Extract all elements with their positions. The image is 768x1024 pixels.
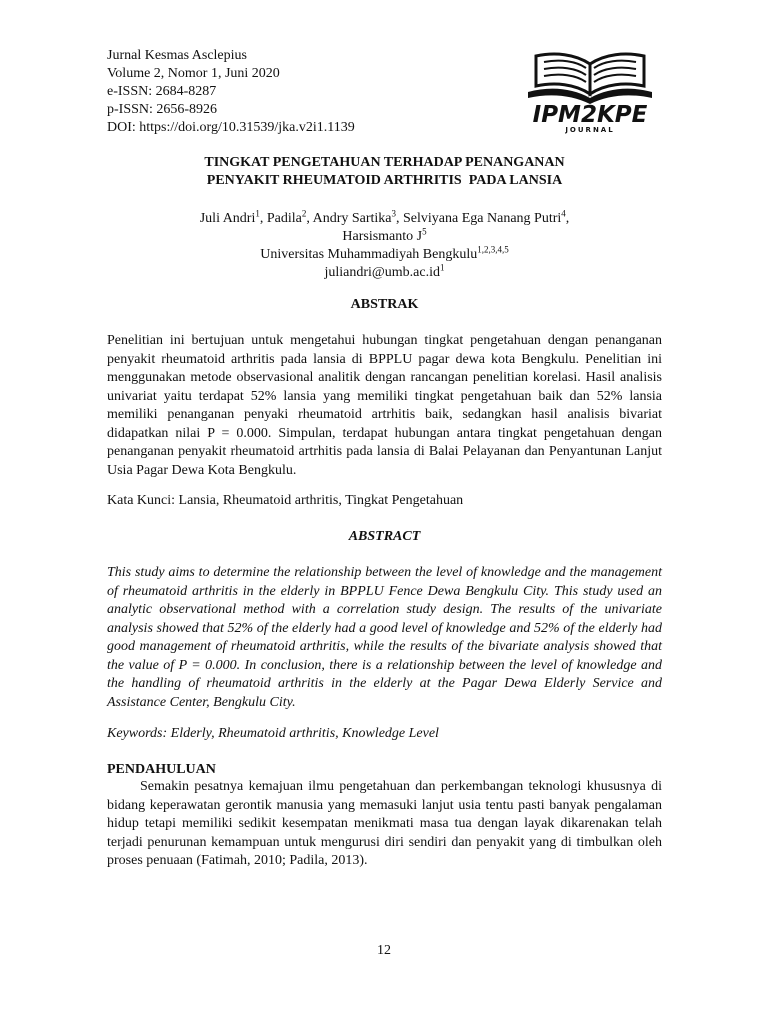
affiliation: Universitas Muhammadiyah Bengkulu$^{1,2,3,4,5}$ xyxy=(260,244,509,262)
author-block xyxy=(107,210,662,282)
abstrak-heading: ABSTRAK xyxy=(350,297,419,312)
paper-title xyxy=(107,154,662,190)
title-line-1: TINGKAT PENGETAHUAN TERHADAP PENANGANAN xyxy=(204,155,565,170)
open-book-icon xyxy=(520,48,660,134)
journal-name: Jurnal Kesmas Asclepius xyxy=(107,48,247,63)
abstrak-text: Penelitian ini bertujuan untuk mengetahui hubungan tingkat pengetahuan dengan penanganan penyakit rheumatoid arthritis pada lansia di BPPLU pagar dewa kota Bengkulu. Penelitian ini menggunakan metode observasional analitik dengan rancangan penelitian korelasi. Hasil analisis univariat yaitu terdapat 52% lansia yang memiliki tingkat pengetahuan baik dan 52% lansia memiliki penanganan penyaki rheumatoid artrhitis baik, sedangkan hasil analisis bivariat didapatkan nilai P = 0.000. Simpulan, terdapat hubungan antara tingkat pengetahuan dengan penanganan penyakit rheumatoid artrhitis pada lansia di Balai Pelayanan dan Penyantunan Lanjut Usia Pagar Dewa Kota Bengkulu. xyxy=(107,333,662,478)
logo-subtext: JOURNAL xyxy=(565,126,615,134)
abstract-text: This study aims to determine the relationship between the level of knowledge and the management of rheumatoid arthritis in the elderly in BPPLU Fence Dewa Bengkulu City. This study used an analytic observational method with a correlation study design. The results of the univariate analysis showed that 52% of the elderly had a good level of knowledge and 52% of the elderly had good management of rheumatoid arthritis, while the results of the bivariate analysis showed that the value of P = 0.000. In conclusion, there is a relationship between the level of knowledge and the handling of rheumatoid arthritis in the elderly at the Pagar Dewa Elderly Service and Assistance Center, Bengkulu City. xyxy=(107,565,662,710)
journal-pissn: p-ISSN: 2656-8926 xyxy=(107,102,218,117)
logo-text: IPM2KPE xyxy=(532,102,648,128)
abstract-heading: ABSTRACT xyxy=(348,529,421,544)
author-list: Juli Andri$^1$, Padila$^2$, Andry Sartika$^3$, Selviyana Ega Nanang Putri$^4$, xyxy=(199,208,570,226)
intro-paragraph: Semakin pesatnya kemajuan ilmu pengetahuan dan perkembangan teknologi khususnya di bidang keperawatan gerontik manusia yang memasuki lanjut usia tentu pasti banyak pengalaman hidup tetapi memiliki sedikit kesempatan menikmati masa tua dengan layak dikarenakan telah terjadi penurunan kemampuan untuk mengurusi diri sendiri dan penyakit yang di timbulkan oleh proses penuaan (Fatimah, 2010; Padila, 2013). xyxy=(107,779,662,868)
corresponding-email: $juliandri@umb.ac.id^1$ xyxy=(324,262,445,280)
section-heading-pendahuluan: PENDAHULUAN xyxy=(107,762,216,777)
journal-eissn: e-ISSN: 2684-8287 xyxy=(107,84,217,99)
author-list-line-2: Harsismanto $J^5$ xyxy=(342,226,427,244)
journal-volume: Volume 2, Nomor 1, Juni 2020 xyxy=(107,66,280,81)
abstrak-keywords: Kata Kunci: Lansia, Rheumatoid arthritis, Tingkat Pengetahuan xyxy=(107,493,464,508)
abstract-keywords: Keywords: Elderly, Rheumatoid arthritis, Knowledge Level xyxy=(107,726,439,741)
journal-logo xyxy=(520,48,660,134)
title-line-2: PENYAKIT RHEUMATOID ARTHRITIS PADA LANSIA xyxy=(206,173,563,188)
journal-doi: DOI: https://doi.org/10.31539/jka.v2i1.1139 xyxy=(107,120,355,135)
page-number: 12 xyxy=(377,943,391,958)
journal-header xyxy=(107,47,355,137)
